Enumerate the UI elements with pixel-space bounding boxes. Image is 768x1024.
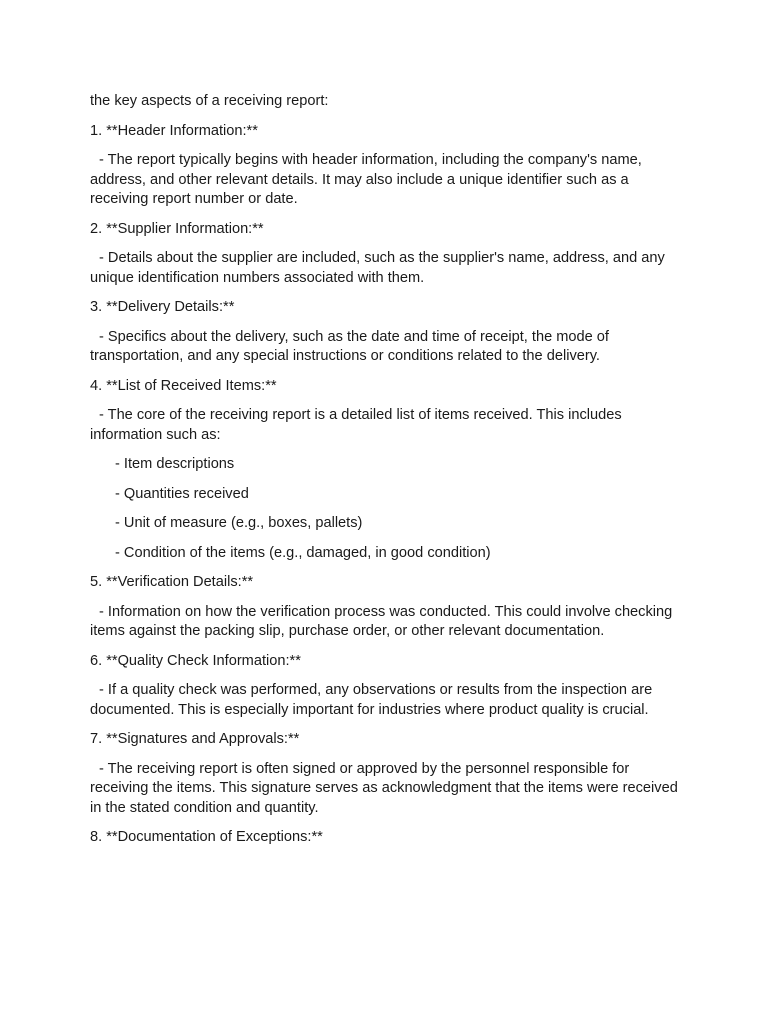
section-6-body: - If a quality check was performed, any observations or results from the inspection are documented. This is especially important for industries where product quality is crucial. <box>90 682 657 718</box>
list-item: - Quantities received <box>115 485 249 502</box>
section-3-heading: 3. **Delivery Details:** <box>90 299 235 315</box>
section-2-body: - Details about the supplier are included, such as the supplier's name, address, and any unique identification numbers associated with them. <box>90 250 669 286</box>
intro-text: the key aspects of a receiving report: <box>90 93 329 109</box>
section-8-heading: 8. **Documentation of Exceptions:** <box>90 829 323 845</box>
section-4-body: - The core of the receiving report is a detailed list of items received. This includes information such as: <box>90 407 626 443</box>
section-1-heading: 1. **Header Information:** <box>90 122 258 139</box>
list-item: - Condition of the items (e.g., damaged, in good condition) <box>115 544 491 561</box>
section-5-heading: 5. **Verification Details:** <box>90 574 254 590</box>
section-7-body: - The receiving report is often signed or approved by the personnel responsible for receiving the items. This signature serves as acknowledgment that the items were received in the stated condition and quantity. <box>90 760 682 816</box>
section-5-body: - Information on how the verification process was conducted. This could involve checking items against the packing slip, purchase order, or other relevant documentation. <box>90 603 677 639</box>
document-page <box>90 92 682 858</box>
section-6-heading: 6. **Quality Check Information:** <box>90 652 301 669</box>
section-7-heading: 7. **Signatures and Approvals:** <box>90 731 300 747</box>
list-item: - Item descriptions <box>115 456 235 472</box>
section-3-body: - Specifics about the delivery, such as the date and time of receipt, the mode of transportation, and any special instructions or conditions related to the delivery. <box>90 328 614 364</box>
section-1-body: - The report typically begins with header information, including the company's name, address, and other relevant details. It may also include a unique identifier such as a receiving report number or date. <box>90 152 646 207</box>
list-item: - Unit of measure (e.g., boxes, pallets) <box>115 515 363 531</box>
section-4-heading: 4. **List of Received Items:** <box>90 377 277 394</box>
section-2-heading: 2. **Supplier Information:** <box>90 220 264 237</box>
